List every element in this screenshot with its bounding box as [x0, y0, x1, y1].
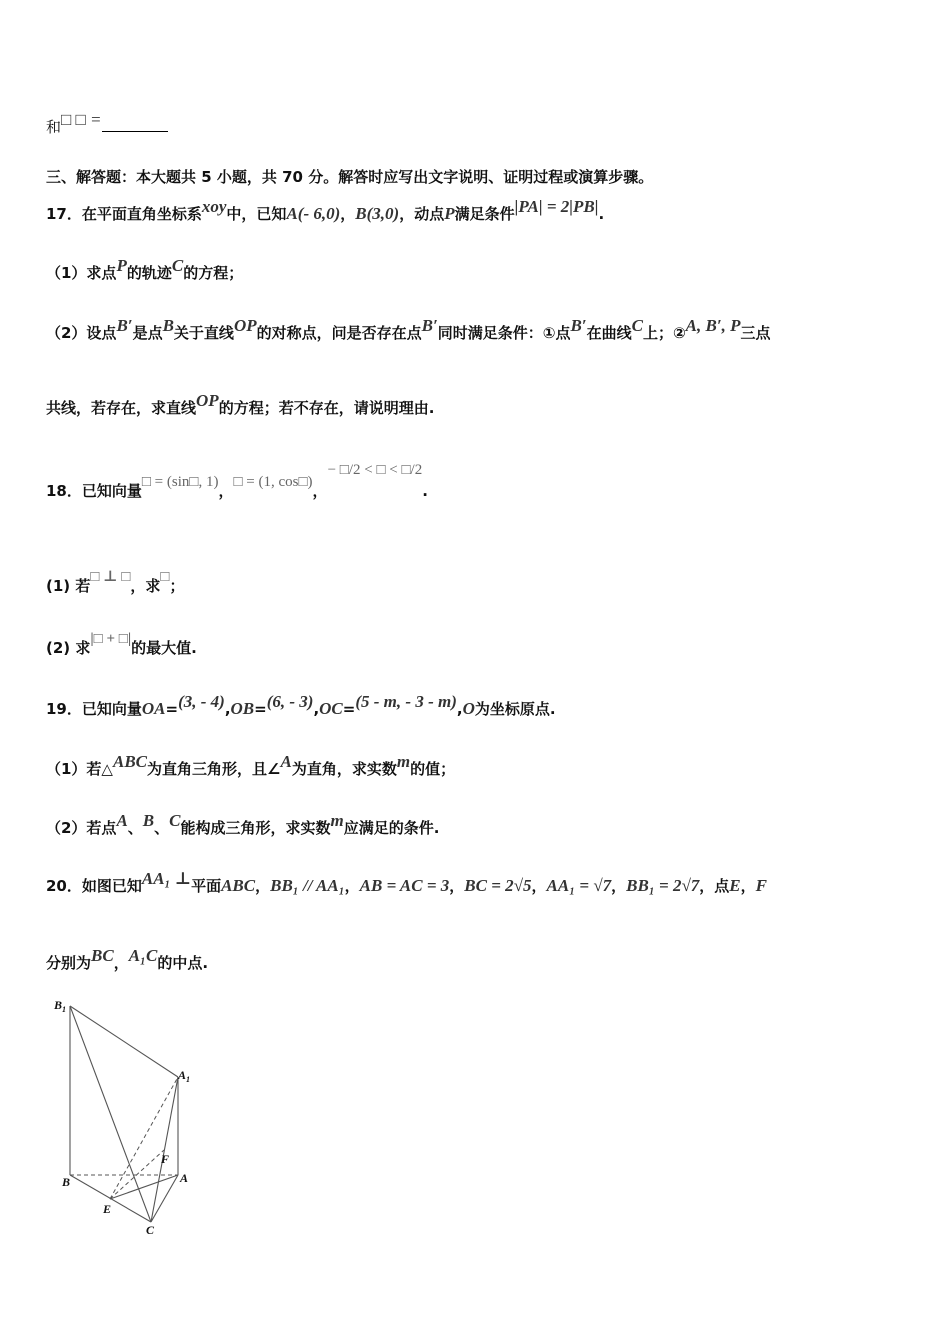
text: 平面	[191, 877, 222, 895]
math: C	[171, 256, 184, 275]
text: 关于直线	[173, 324, 234, 342]
math: |□ + □|	[90, 631, 132, 647]
text: 的方程；	[183, 264, 244, 282]
equals: =	[254, 700, 267, 718]
text: 、	[127, 819, 143, 837]
text: ，点	[699, 877, 730, 895]
math: AA₁ ⊥	[141, 869, 192, 888]
question-17-part-2	[46, 316, 771, 343]
text: 的对称点，问是否存在点	[256, 324, 422, 342]
q17-math: P	[444, 204, 455, 223]
comma: ，	[113, 954, 129, 972]
question-18	[46, 462, 428, 501]
math: P	[116, 256, 127, 275]
math: BB₁ // AA₁	[270, 876, 345, 895]
question-18-part-1	[46, 569, 185, 596]
comma: ，	[344, 877, 360, 895]
part-label: (2) 求	[46, 639, 91, 657]
comma: ，	[312, 482, 328, 500]
math: B	[162, 316, 174, 335]
text: 为直角三角形，且∠	[147, 760, 281, 778]
text: 应满足的条件.	[343, 819, 440, 837]
question-19	[46, 692, 556, 719]
segment-ea	[110, 1175, 178, 1199]
math: OP	[233, 316, 257, 335]
comma: ,	[313, 700, 320, 718]
math: F	[755, 876, 767, 895]
q20-number: 20．如图已知	[46, 877, 142, 895]
label-a: A	[180, 1171, 189, 1185]
q17-math: |PA| = 2|PB|	[514, 197, 599, 216]
math: (6, - 3)	[266, 692, 314, 711]
math: ABC	[112, 752, 148, 771]
question-19-part-2	[46, 811, 440, 838]
math: E	[729, 876, 741, 895]
q18-vector-b: □ = (1, cos□)	[233, 474, 313, 490]
math: A, B′, P	[685, 316, 741, 335]
question-20	[46, 869, 767, 896]
text: 能构成三角形，求实数	[180, 819, 331, 837]
question-17	[46, 197, 605, 224]
math: B′	[421, 316, 438, 335]
text: 的值；	[410, 760, 456, 778]
text: 分别为	[46, 954, 92, 972]
label-a1: $A_1$	[178, 1068, 191, 1084]
math: OA	[141, 699, 166, 718]
comma: ，	[611, 877, 627, 895]
question-17-part-2-cont	[46, 391, 435, 418]
math: m	[330, 811, 344, 830]
math: OB	[230, 699, 255, 718]
math: m	[396, 752, 411, 771]
text: 为直角，求实数	[291, 760, 397, 778]
text: 、	[154, 819, 170, 837]
math: C	[169, 811, 181, 830]
part-label: (1) 若	[46, 577, 91, 595]
top-fragment	[46, 110, 168, 137]
comma: ,	[456, 700, 463, 718]
comma: ，	[218, 482, 234, 500]
q17-text: 中，已知	[226, 205, 287, 223]
section-heading: 三、解答题：本大题共 5 小题，共 70 分。解答时应写出文字说明、证明过程或演算步骤。	[46, 168, 654, 186]
label-b: B	[62, 1175, 71, 1189]
q19-number: 19．已知向量	[46, 700, 142, 718]
question-20-line-2	[46, 946, 209, 973]
text: ；	[169, 577, 185, 595]
answer-blank	[102, 117, 168, 132]
text: 是点	[132, 324, 163, 342]
math: □ ⊥ □	[90, 569, 131, 585]
math: A	[116, 811, 128, 830]
text: 的方程；若不存在，请说明理由.	[218, 399, 435, 417]
period: .	[422, 482, 428, 500]
comma: ，	[740, 877, 756, 895]
math: OP	[196, 391, 219, 410]
part-label: （1）求点	[46, 264, 117, 282]
comma: ,	[224, 700, 231, 718]
comma: ，	[449, 877, 465, 895]
question-17-part-1	[46, 256, 244, 283]
text: 三点	[740, 324, 771, 342]
label-b1: $B_1$	[54, 998, 67, 1014]
text: 的最大值.	[131, 639, 197, 657]
text: 同时满足条件：①点	[437, 324, 571, 342]
top-expr: □ □ =	[61, 110, 102, 129]
q18-vector-a: □ = (sin□, 1)	[141, 474, 219, 490]
math: B′	[570, 316, 587, 335]
edge-b1c	[70, 1006, 151, 1222]
math: AB = AC = 3	[359, 876, 450, 895]
text: 的轨迹	[126, 264, 172, 282]
math: B′	[116, 316, 133, 335]
q17-math: B(3,0)	[355, 204, 400, 223]
q17-number: 17．在平面直角坐标系	[46, 205, 202, 223]
part-label: （2）若点	[46, 819, 117, 837]
math: A	[280, 752, 292, 771]
comma: ，	[531, 877, 547, 895]
part-label: （2）设点	[46, 324, 117, 342]
equals: =	[165, 700, 179, 718]
edge-b1a1	[70, 1006, 178, 1077]
math: AA₁ = √7	[546, 876, 612, 895]
equals: =	[342, 700, 356, 718]
label-e: E	[103, 1202, 112, 1216]
math: ABC	[221, 876, 256, 895]
math: OC	[319, 699, 343, 718]
q18-condition: − □/2 < □ < □/2	[327, 462, 423, 478]
text: 上；②	[642, 324, 686, 342]
q17-math: A(- 6,0)	[286, 204, 341, 223]
math: □	[160, 569, 170, 585]
math: B	[142, 811, 155, 830]
edge-a1c	[151, 1077, 178, 1222]
segment-ea1-hidden	[110, 1077, 178, 1199]
text: 在曲线	[586, 324, 632, 342]
q17-text: ，	[340, 205, 356, 223]
math: O	[462, 699, 475, 718]
label-c: C	[146, 1223, 155, 1237]
text: ，求	[130, 577, 161, 595]
math: BC	[91, 946, 114, 965]
q17-text: .	[598, 205, 605, 223]
math: A₁C	[128, 946, 158, 965]
q18-number: 18．已知向量	[46, 482, 142, 500]
text: 为坐标原点.	[474, 700, 556, 718]
top-prefix: 和	[46, 118, 62, 136]
label-f: F	[161, 1152, 170, 1166]
math: BB₁ = 2√7	[626, 876, 700, 895]
math: BC = 2√5	[464, 876, 532, 895]
text: 共线，若存在，求直线	[46, 399, 197, 417]
math: (5 - m, - 3 - m)	[355, 692, 457, 711]
q17-text: 满足条件	[454, 205, 515, 223]
part-label: （1）若△	[46, 760, 113, 778]
comma: ，	[255, 877, 271, 895]
text: 的中点.	[157, 954, 209, 972]
question-18-part-2	[46, 631, 197, 658]
question-19-part-1	[46, 752, 456, 779]
math: C	[631, 316, 643, 335]
geometry-figure	[48, 992, 208, 1237]
math: (3, - 4)	[178, 692, 225, 711]
q17-math: xoy	[201, 197, 227, 216]
q17-text: ，动点	[399, 205, 445, 223]
